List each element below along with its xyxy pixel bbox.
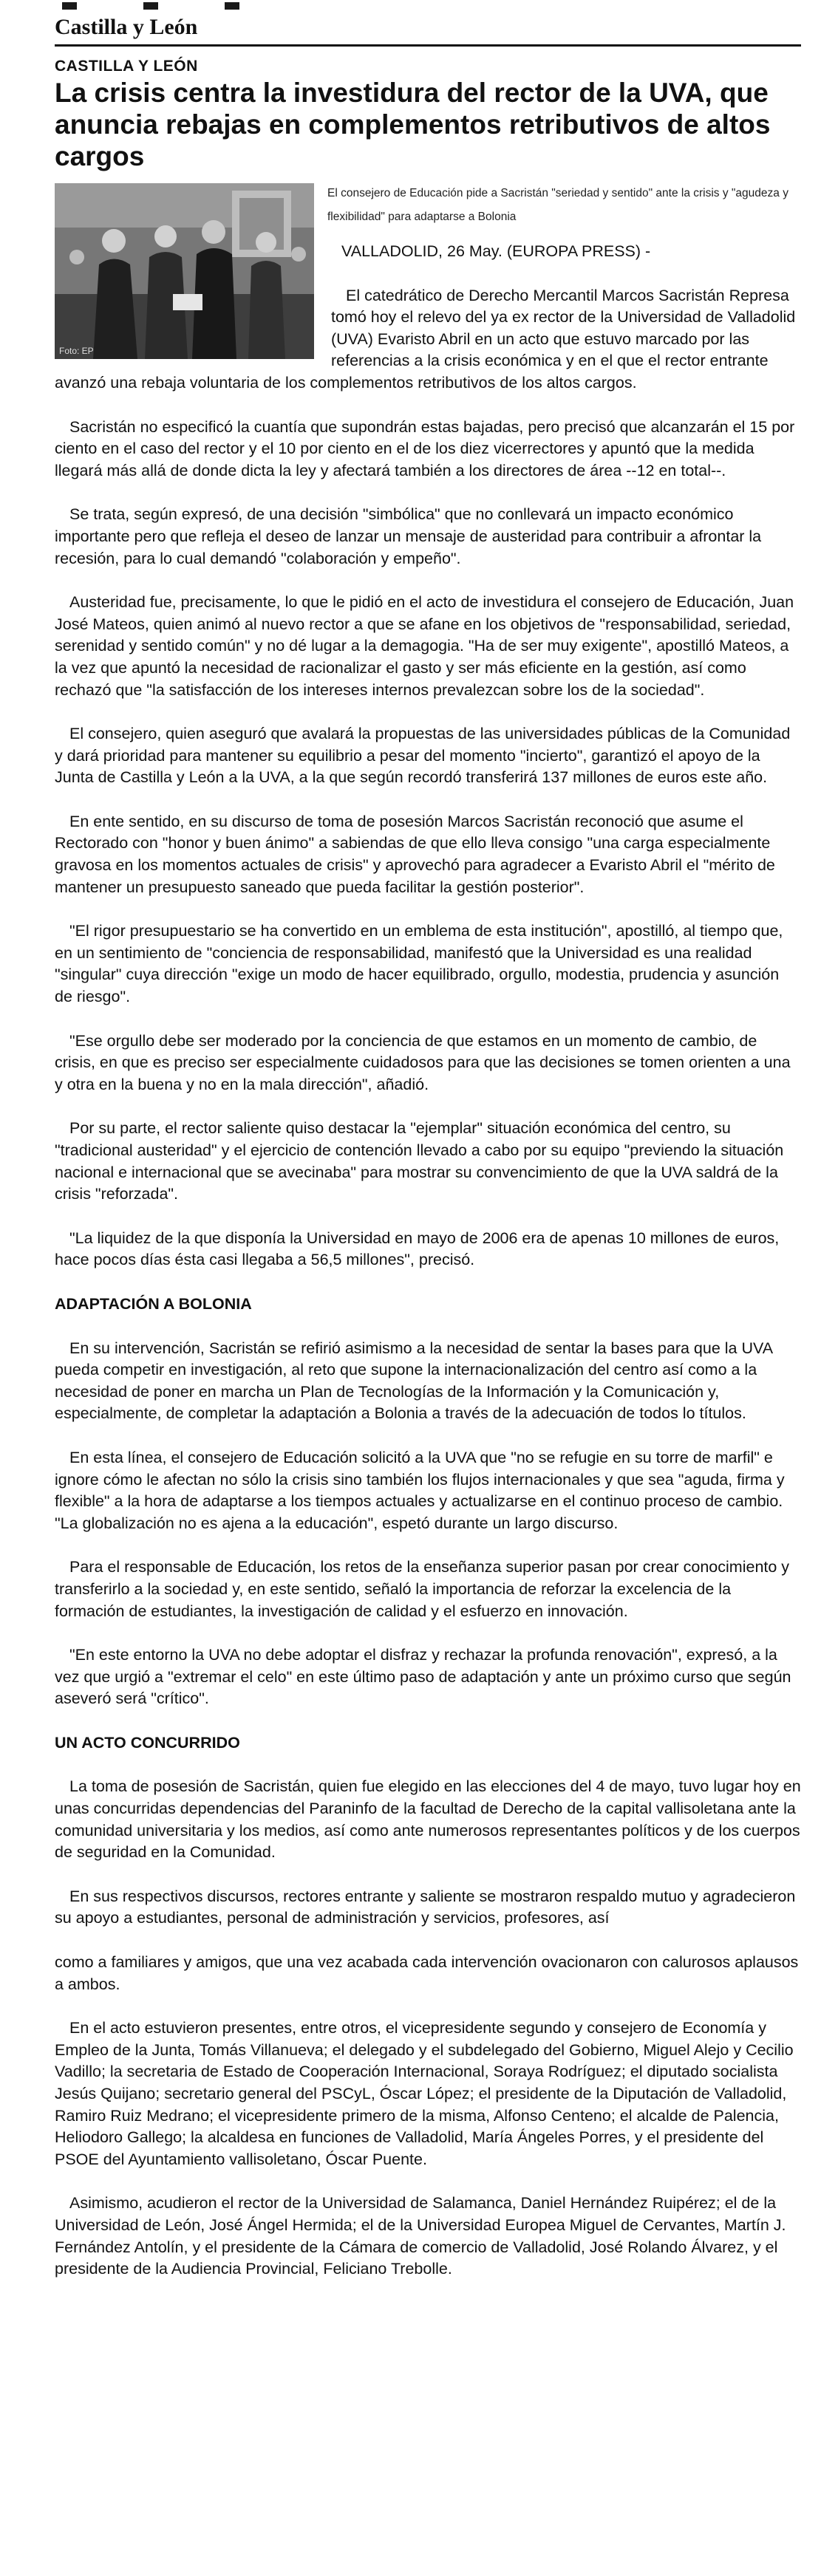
body-paragraph: "Ese orgullo debe ser moderado por la conciencia de que estamos en un momento de cambio, de crisis, en que es preciso ser especialmente cuidadosos para que las decisiones se tomen orienten a una y otra en la buena y no en la mala dirección", añadió. [55, 1031, 791, 1093]
body-paragraph: Asimismo, acudieron el rector de la Universidad de Salamanca, Daniel Hernández Ruipérez; el de la Universidad de León, José Ángel Hermida; el de la Universidad Europea Miguel de Cervantes, Martín J. Fernández Antolín, y el presidente de la Cámara de comercio de Valladolid, José Rolando Álvarez, y el presidente de la Audiencia Provincial, Feliciano Trebolle. [55, 2194, 786, 2278]
body-paragraph: La toma de posesión de Sacristán, quien fue elegido en las elecciones del 4 de mayo, tuvo lugar hoy en unas concurridas dependencias del Paraninfo de la facultad de Derecho de la capital vallisoletana ante la comunidad universitaria y los medios, así como ante numerosos representantes políticos y de los cuerpos de seguridad en la Comunidad. [55, 1777, 801, 1862]
body-paragraph: Sacristán no especificó la cuantía que supondrán estas bajadas, pero precisó que alcanzarán el 15 por ciento en el caso del rector y el 10 por ciento en el de los diez vicerrectores y apuntó que la medida llegará más allá de donde dicta la ley y afectará también a los directores de área --12 en total--. [55, 417, 795, 479]
body-paragraph: En el acto estuvieron presentes, entre otros, el vicepresidente segundo y consejero de Economía y Empleo de la Junta, Tomás Villanueva; el delegado y el subdelegado del Gobierno, Miguel Alejo y Cecilio Vadillo; la secretaria de Estado de Cooperación Internacional, Soraya Rodríguez; el diputado socialista Jesús Quijano; secretario general del PSCyL, Óscar López; el presidente de la Diputación de Valladolid, Ramiro Ruiz Medrano; el vicepresidente primero de la misma, Alfonso Centeno; el alcalde de Palencia, Heliodoro Gallego; la alcaldesa en funciones de Valladolid, María Ángeles Porres, y el presidente del PSOE del Ayuntamiento vallisoletano, Óscar Puente. [55, 2019, 794, 2168]
body-paragraph: En su intervención, Sacristán se refirió asimismo a la necesidad de sentar la bases para que la UVA pueda competir en investigación, al reto que supone la internacionalización del centro así como a la necesidad de poner en marcha un Plan de Tecnologías de la Información y la Comunicación y, especialmente, de completar la adaptación a Bolonia a través de la adecuación de todos lo títulos. [55, 1339, 772, 1423]
body-paragraph: En ente sentido, en su discurso de toma de posesión Marcos Sacristán reconoció que asume el Rectorado con "honor y buen ánimo" a sabiendas de que ello lleva consigo "una carga especialmente gravosa en los momentos actuales de crisis" y aprovechó para agradecer a Evaristo Abril el "mérito de mantener un presupuesto saneado que pueda facilitar la gestión posterior". [55, 812, 775, 896]
body-paragraph: Se trata, según expresó, de una decisión "simbólica" que no conllevará un impacto económico importante pero que refleja el deseo de lanzar un mensaje de austeridad para contribuir a afrontar la recesión, para lo cual demandó "colaboración y empeño". [55, 505, 762, 567]
body-paragraph: "El rigor presupuestario se ha convertido en un emblema de esta institución", apostilló, al tiempo que, en un sentimiento de "conciencia de responsabilidad, manifestó que la Universidad es una realidad "singular" cuya dirección "exige un modo de hacer equilibrado, orgullo, modestia, prudencia y asunción de riesgo". [55, 922, 783, 1006]
body-paragraph: En sus respectivos discursos, rectores entrante y saliente se mostraron respaldo mutuo y agradecieron su apoyo a estudiantes, personal de administración y servicios, profesores, así [55, 1887, 796, 1927]
subheading-bolonia: ADAPTACIÓN A BOLONIA [55, 1294, 252, 1313]
body-paragraph: El catedrático de Derecho Mercantil Marcos Sacristán Represa tomó hoy el relevo del ya ex rector de la Universidad de Valladolid (UVA) Evaristo Abril en un acto que estuvo marcado por las referencias a la crisis económica y en el que el rector entrante avanzó una rebaja voluntaria de los complementos retributivos de los altos cargos. [55, 286, 796, 392]
body-paragraph: como a familiares y amigos, que una vez acabada cada intervención ovacionaron con calurosos aplausos a ambos. [55, 1953, 799, 1993]
article-body [55, 241, 801, 2281]
body-paragraph: Austeridad fue, precisamente, lo que le pidió en el acto de investidura el consejero de Educación, Juan José Mateos, quien animó al nuevo rector a que se afane en los objetivos de "responsabilidad, seriedad, serenidad y sentido común" y no dé lugar a la demagogia. "Ha de ser muy exigente", apostilló Mateos, a la vez que apuntó la necesidad de racionalizar el gasto y ser más eficiente en la gestión, así como rechazó que "la satisfacción de los intereses internos prevalezcan sobre los de la sociedad". [55, 593, 794, 699]
headline: La crisis centra la investidura del rector de la UVA, que anuncia rebajas en complementos retributivos de altos cargos [55, 78, 771, 171]
body-paragraph: En esta línea, el consejero de Educación solicitó a la UVA que "no se refugie en su torre de marfil" e ignore cómo le afectan no sólo la crisis sino también los flujos internacionales y que sea "aguda, firma y flexible" a la hora de adaptarse a los tiempos actuales y actualizarse en el continuo proceso de cambio. "La globalización no es ajena a la educación", espetó durante un largo discurso. [55, 1448, 785, 1532]
dateline: VALLADOLID, 26 May. (EUROPA PRESS) - [341, 242, 651, 260]
kicker: CASTILLA Y LEÓN [55, 58, 198, 75]
photo-spacer [55, 241, 331, 359]
body-paragraph: Por su parte, el rector saliente quiso destacar la "ejemplar" situación económica del centro, su "tradicional austeridad" y el ejercicio de contención llevado a cabo por su equipo "previendo la situación nacional e internacional que se avecinaba" para mostrar su convencimiento de que la UVA saldrá de la crisis "reforzada". [55, 1119, 784, 1203]
body-paragraph: "La liquidez de la que disponía la Universidad en mayo de 2006 era de apenas 10 millones de euros, hace pocos días ésta casi llegaba a 56,5 millones", precisó. [55, 1229, 780, 1269]
body-paragraph: "En este entorno la UVA no debe adoptar el disfraz y rechazar la profunda renovación", expresó, a la vez que urgió a "extremar el celo" en este último paso de adaptación y ante un próximo curso que según aseveró será "crítico". [55, 1646, 791, 1708]
photo-credit: Foto: EP [59, 346, 94, 356]
body-paragraph: El consejero, quien aseguró que avalará la propuestas de las universidades públicas de la Comunidad y dará prioridad para mantener su equilibrio a pesar del momento "incierto", garantizó el apoyo de la Junta de Castilla y León a la UVA, a la que según recordó transferirá 137 millones de euros este año. [55, 725, 791, 787]
masthead-fragment [62, 0, 328, 7]
body-paragraph: Para el responsable de Educación, los retos de la enseñanza superior pasan por crear conocimiento y transferirlo a la sociedad y, en este sentido, señaló la importancia de reforzar la excelencia de la formación de estudiantes, la investigación de calidad y el esfuerzo en innovación. [55, 1558, 790, 1620]
subheading-acto: UN ACTO CONCURRIDO [55, 1733, 240, 1752]
header-rule [55, 44, 801, 47]
section-header: Castilla y León [55, 15, 198, 39]
lead-paragraph: El consejero de Educación pide a Sacristán "seriedad y sentido" ante la crisis y "agudeza y flexibilidad" para adaptarse a Bolonia [327, 187, 788, 223]
